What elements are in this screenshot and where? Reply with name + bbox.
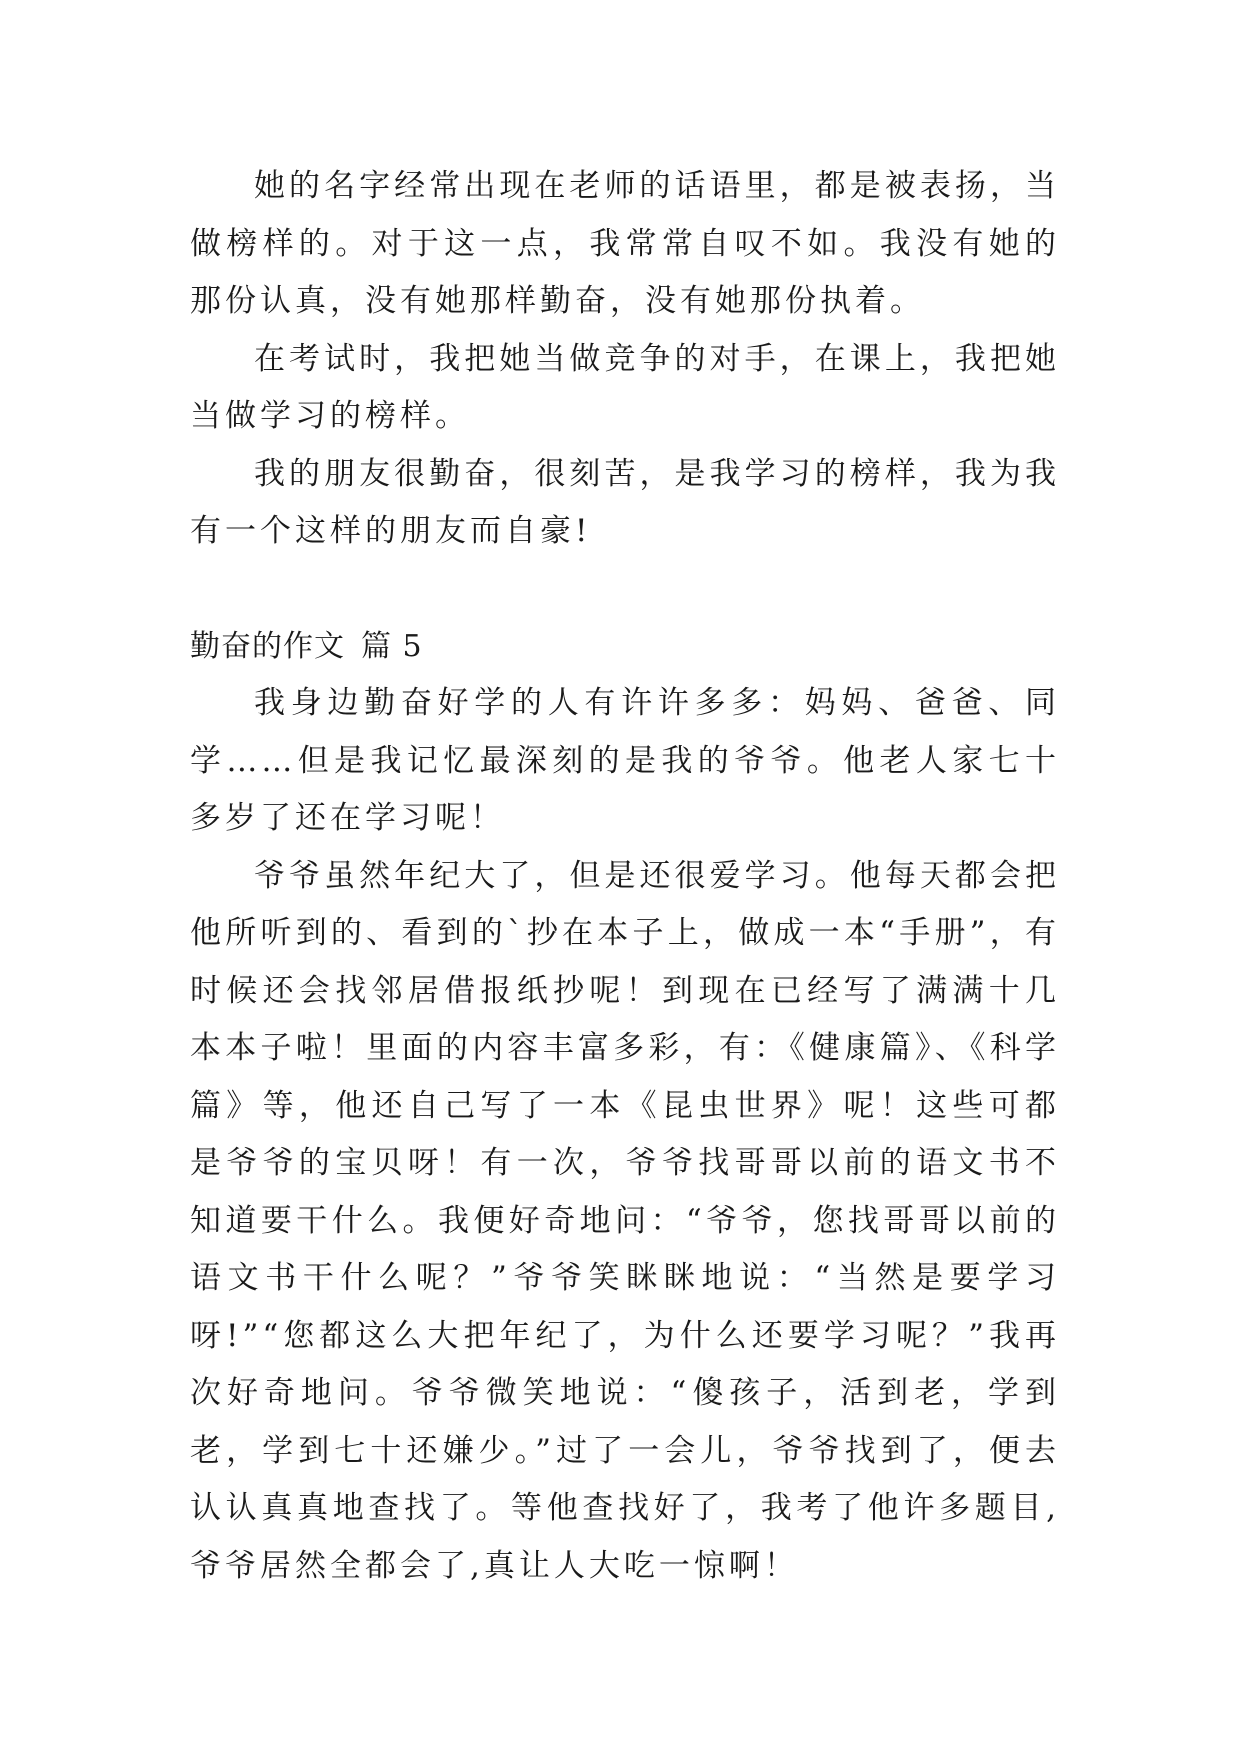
paragraph: 爷爷虽然年纪大了，但是还很爱学习。他每天都会把他所听到的、看到的`抄在本子上，做成一本“手册”，有时候还会找邻居借报纸抄呢！到现在已经写了满满十几本本子啦！里面的内容丰富多彩，有：《健康篇》、《科学篇》等，他还自己写了一本《昆虫世界》呢！这些可都是爷爷的宝贝呀！有一次，爷爷找哥哥以前的语文书不知道要干什么。我便好奇地问：“爷爷，您找哥哥以前的语文书干什么呢？”爷爷笑眯眯地说：“当然是要学习呀!”“您都这么大把年纪了，为什么还要学习呢？”我再次好奇地问。爷爷微笑地说：“傻孩子，活到老，学到老，学到七十还嫌少。”过了一会儿，爷爷找到了，便去认认真真地查找了。等他查找好了，我考了他许多题目,爷爷居然全都会了,真让人大吃一惊啊！ <box>190 857 1060 1584</box>
paragraph: 我身边勤奋好学的人有许许多多：妈妈、爸爸、同学……但是我记忆最深刻的是我的爷爷。他老人家七十多岁了还在学习呢！ <box>190 685 1060 836</box>
section-heading <box>190 618 1060 676</box>
paragraph: 她的名字经常出现在老师的话语里，都是被表扬，当做榜样的。对于这一点，我常常自叹不如。我没有她的那份认真，没有她那样勤奋，没有她那份执着。 <box>190 168 1060 319</box>
paragraph: 在考试时，我把她当做竞争的对手，在课上，我把她当做学习的榜样。 <box>190 340 1060 434</box>
section-heading-title: 勤奋的作文 <box>190 628 345 664</box>
section-heading-number: 篇 5 <box>361 628 423 664</box>
section-spacer <box>190 561 1060 618</box>
paragraph: 我的朋友很勤奋，很刻苦，是我学习的榜样，我为我有一个这样的朋友而自豪! <box>190 455 1060 549</box>
document-body <box>190 158 1060 1595</box>
